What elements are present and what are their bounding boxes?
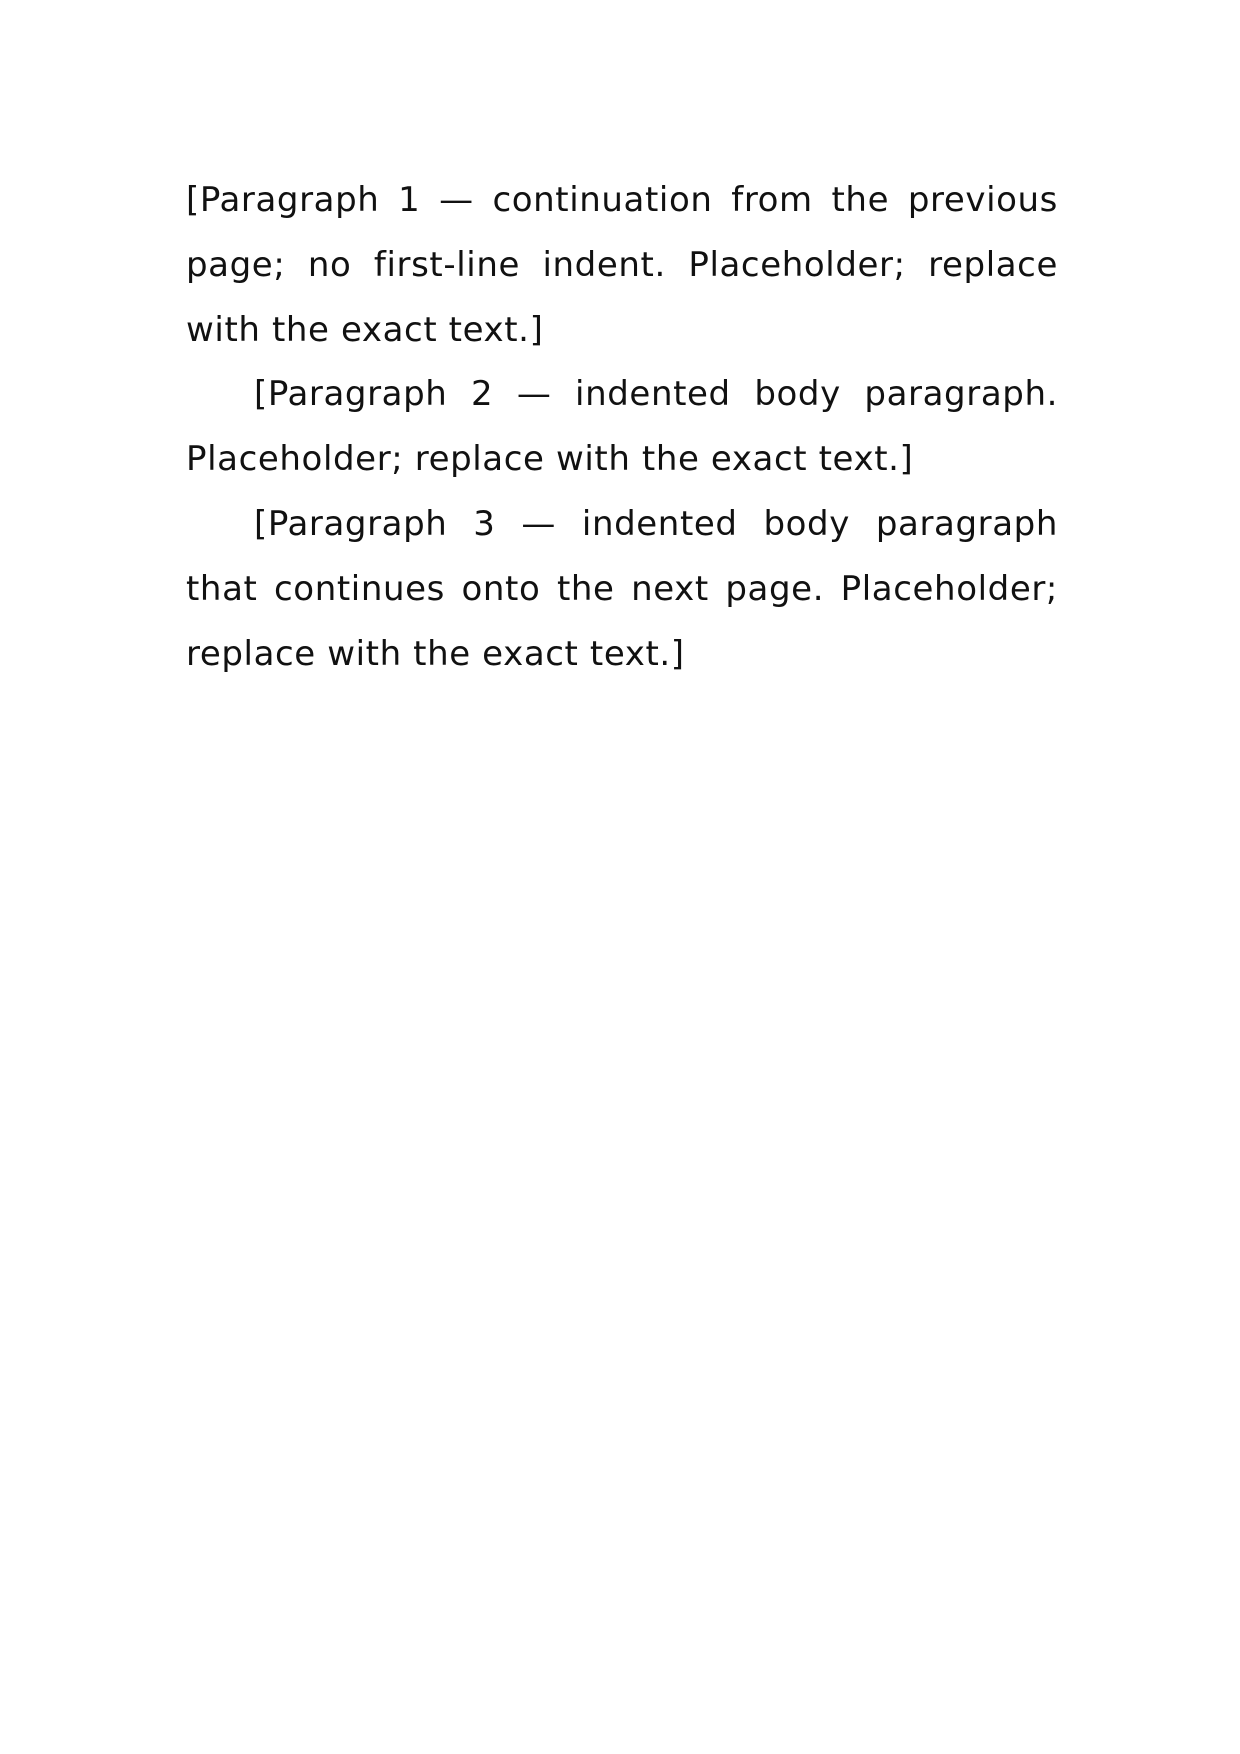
paragraph-2: [Paragraph 2 — indented body paragraph. Placeholder; replace with the exact text.] (186, 374, 1058, 480)
paragraph-1: [Paragraph 1 — continuation from the previous page; no first-line indent. Placeholder; replace with the exact text.] (186, 180, 1058, 350)
body-text (186, 168, 1058, 686)
paragraph-3: [Paragraph 3 — indented body paragraph that continues onto the next page. Placeholder; replace with the exact text.] (186, 503, 1058, 674)
